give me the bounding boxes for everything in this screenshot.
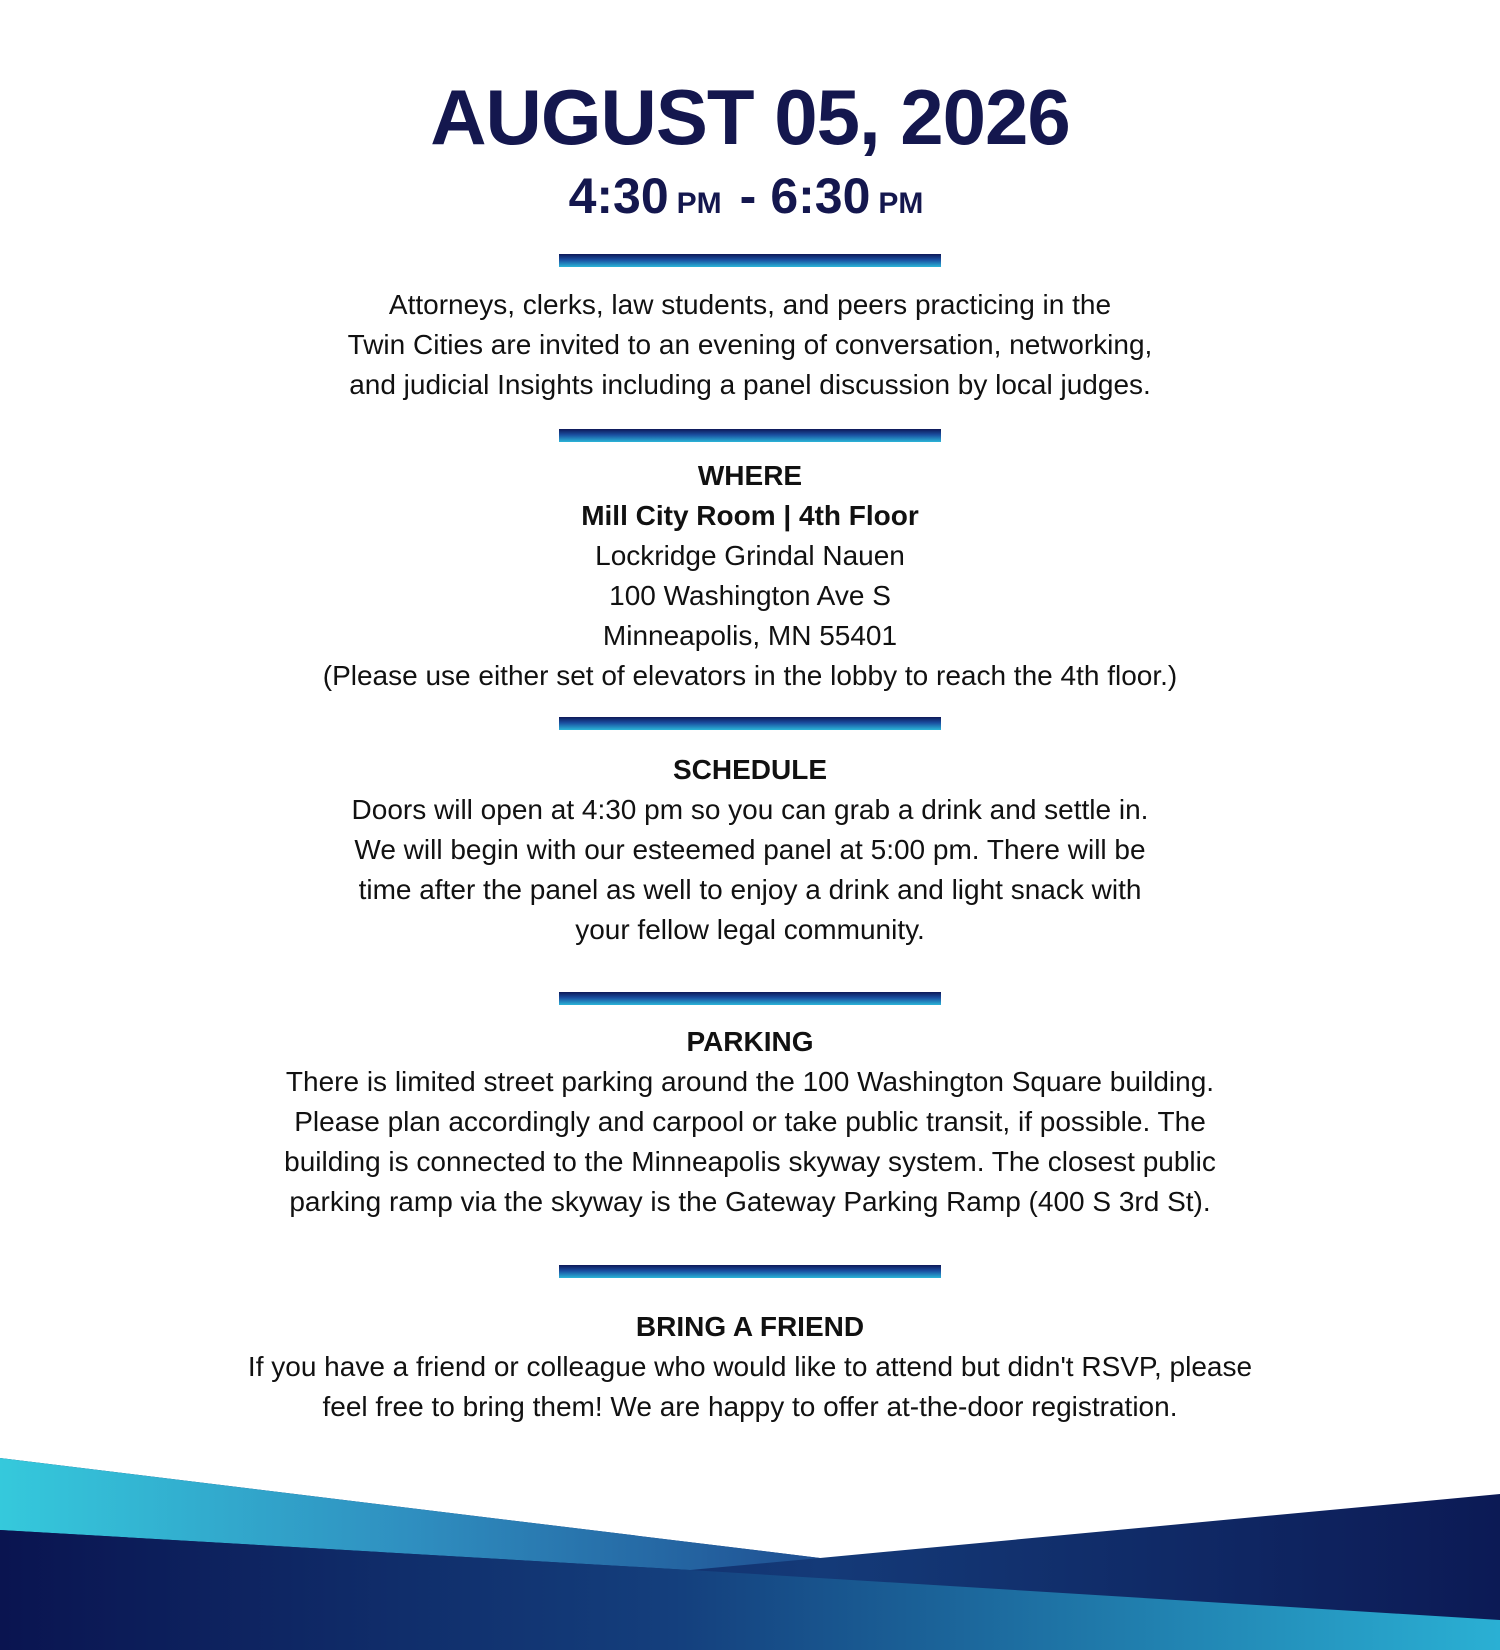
event-time	[0, 166, 1500, 234]
schedule-line: time after the panel as well to enjoy a drink and light snack with	[358, 874, 1142, 905]
intro-line: and judicial Insights including a panel discussion by local judges.	[349, 369, 1151, 400]
schedule-heading: SCHEDULE	[672, 754, 827, 785]
intro-line: Attorneys, clerks, law students, and peers practicing in the	[388, 289, 1112, 320]
friend-heading: BRING A FRIEND	[635, 1311, 865, 1342]
where-line: (Please use either set of elevators in the lobby to reach the 4th floor.)	[322, 660, 1178, 691]
schedule-line: We will begin with our esteemed panel at 5:00 pm. There will be	[354, 834, 1146, 865]
intro-text	[0, 285, 1500, 405]
end-time: 6:30	[770, 168, 871, 224]
event-date: AUGUST 05, 2026	[430, 73, 1070, 161]
where-section	[0, 456, 1500, 696]
parking-line: There is limited street parking around the 100 Washington Square building.	[285, 1066, 1215, 1097]
parking-heading: PARKING	[686, 1026, 814, 1057]
footer-wave-decoration	[0, 1440, 1500, 1650]
parking-line: parking ramp via the skyway is the Gateway Parking Ramp (400 S 3rd St).	[289, 1186, 1211, 1217]
schedule-line: Doors will open at 4:30 pm so you can grab a drink and settle in.	[351, 794, 1149, 825]
divider-1	[559, 254, 941, 267]
divider-2	[559, 429, 941, 442]
friend-line: If you have a friend or colleague who would like to attend but didn't RSVP, please	[247, 1351, 1253, 1382]
start-time: 4:30	[568, 168, 669, 224]
divider-3	[559, 717, 941, 730]
friend-section	[0, 1307, 1500, 1427]
where-line: Lockridge Grindal Nauen	[595, 540, 905, 571]
divider-5	[559, 1265, 941, 1278]
schedule-line: your fellow legal community.	[575, 914, 925, 945]
parking-section	[0, 1022, 1500, 1222]
divider-4	[559, 992, 941, 1005]
schedule-section	[0, 750, 1500, 950]
parking-line: building is connected to the Minneapolis skyway system. The closest public	[284, 1146, 1216, 1177]
start-ampm: PM	[676, 187, 722, 220]
where-line: 100 Washington Ave S	[609, 580, 891, 611]
where-heading: WHERE	[697, 460, 803, 491]
where-room: Mill City Room | 4th Floor	[581, 500, 919, 531]
intro-line: Twin Cities are invited to an evening of conversation, networking,	[347, 329, 1153, 360]
time-separator: -	[739, 168, 757, 224]
where-line: Minneapolis, MN 55401	[602, 620, 898, 651]
end-ampm: PM	[878, 187, 924, 220]
friend-line: feel free to bring them! We are happy to offer at-the-door registration.	[322, 1391, 1178, 1422]
parking-line: Please plan accordingly and carpool or take public transit, if possible. The	[294, 1106, 1206, 1137]
